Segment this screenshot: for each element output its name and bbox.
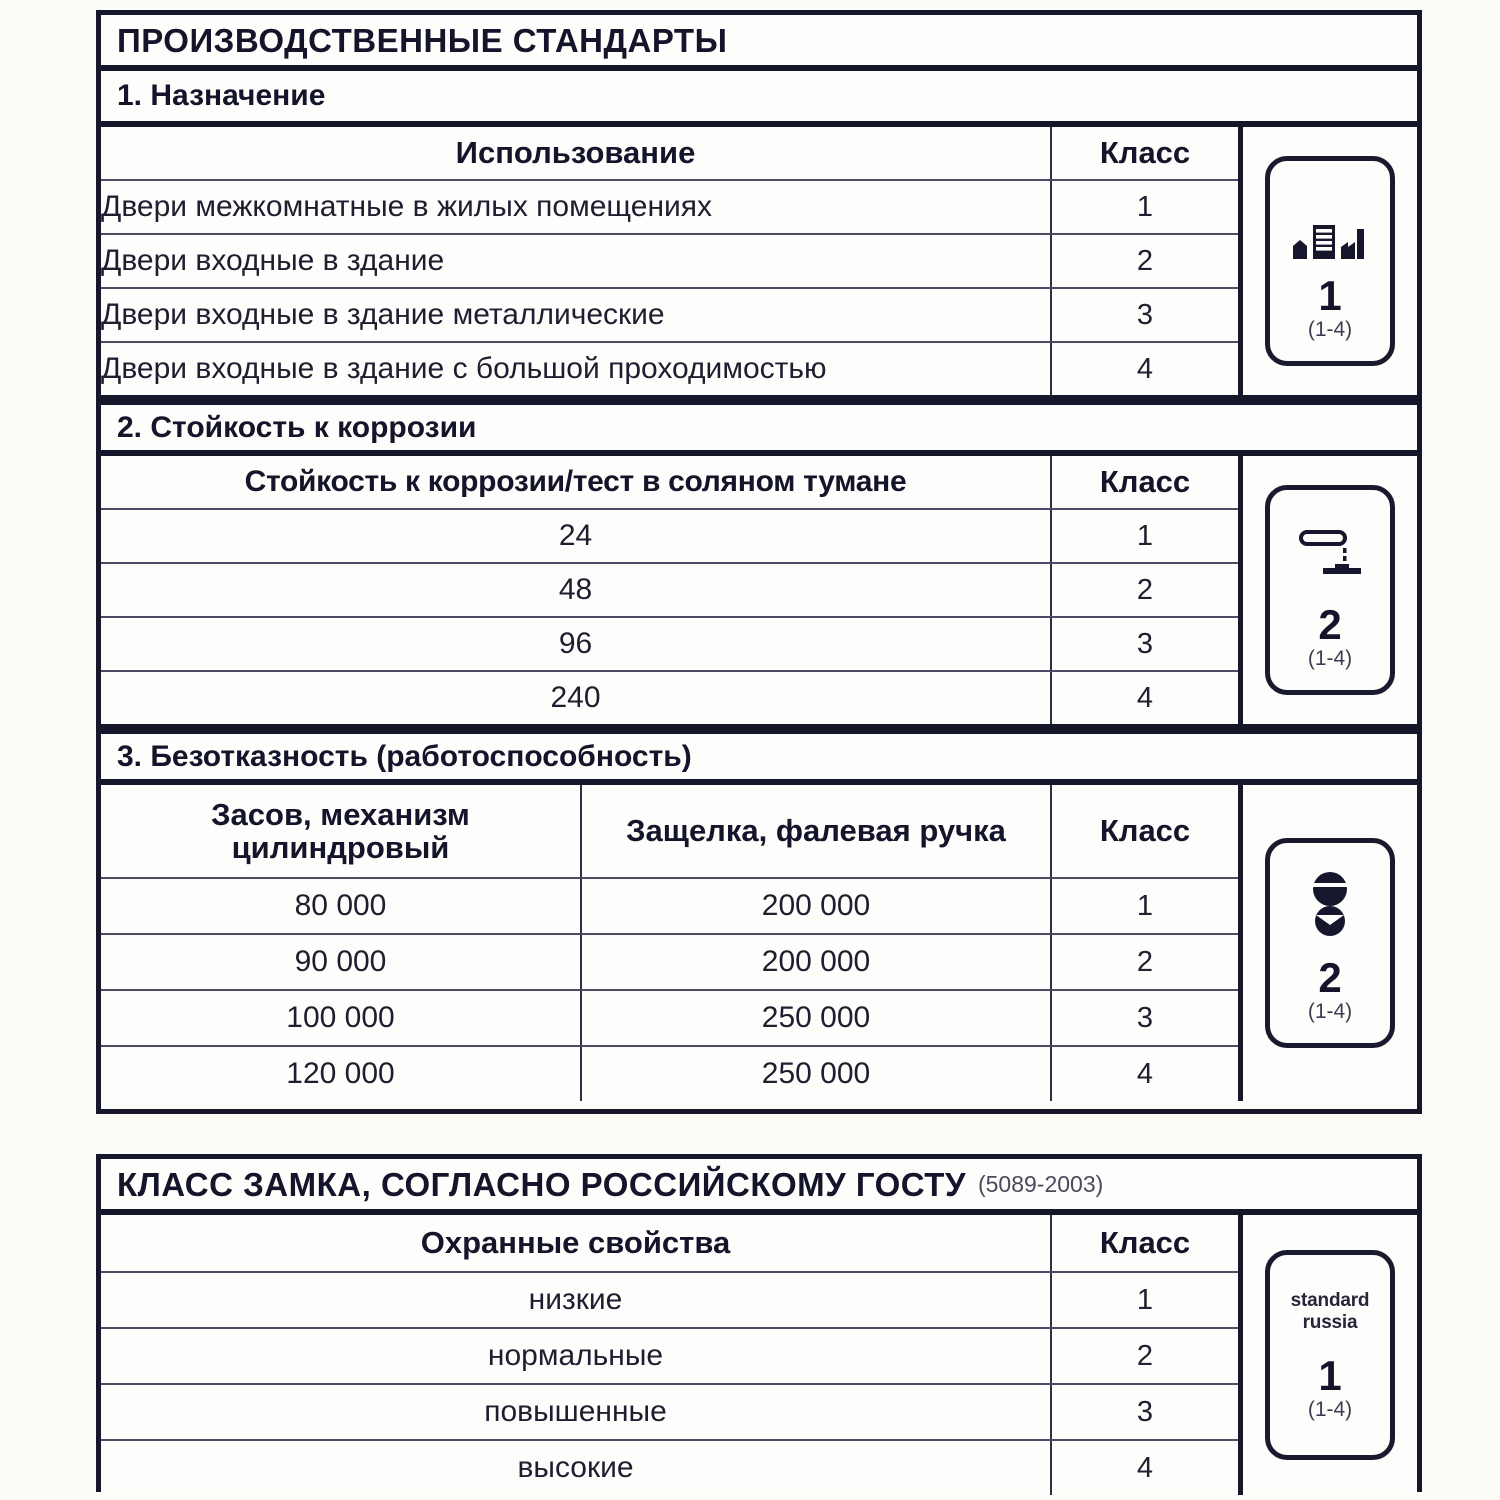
gost-grid xyxy=(101,1215,1417,1495)
cell-class: 2 xyxy=(1051,934,1238,990)
section-2-grid xyxy=(101,456,1417,729)
column-header-class: Класс xyxy=(1051,785,1238,878)
table-row xyxy=(101,1328,1238,1384)
class-badge xyxy=(1265,156,1395,366)
cell-hours: 240 xyxy=(101,671,1051,724)
table-row xyxy=(101,563,1238,617)
gost-title-bar xyxy=(101,1159,1417,1215)
hourglass-icon xyxy=(1305,869,1355,941)
section-3-badge-cell xyxy=(1238,785,1417,1101)
cell-class: 1 xyxy=(1051,1272,1238,1328)
cell-class: 4 xyxy=(1136,1451,1154,1484)
column-header-security-properties: Охранные свойства xyxy=(101,1215,1051,1272)
table-row xyxy=(101,342,1238,395)
column-header-class: Класс xyxy=(1051,456,1238,509)
cell-usage: Двери межкомнатные в жилых помещениях xyxy=(101,180,1051,234)
cell-latch-cycles: 250 000 xyxy=(581,1046,1051,1101)
cell-hours: 24 xyxy=(101,509,1051,563)
cell-usage: Двери входные в здание с большой проходимостью xyxy=(101,342,1051,395)
cell-hours: 96 xyxy=(101,617,1051,671)
badge-class-range: (1-4) xyxy=(1307,1397,1353,1421)
badge-class-range: (1-4) xyxy=(1307,317,1353,341)
badge-class-range: (1-4) xyxy=(1307,646,1353,670)
cell-deadbolt-cycles: 100 000 xyxy=(101,990,581,1046)
column-header-class: Класс xyxy=(1051,1215,1238,1272)
table-row xyxy=(101,934,1238,990)
gost-title: КЛАСС ЗАМКА, СОГЛАСНО РОССИЙСКОМУ ГОСТУ xyxy=(117,1165,966,1203)
column-header-corrosion: Стойкость к коррозии/тест в соляном тумане xyxy=(101,456,1051,509)
gost-title-standard-number: (5089-2003) xyxy=(977,1170,1104,1197)
cell-class: 2 xyxy=(1051,1328,1238,1384)
section-header-1 xyxy=(101,71,1417,127)
table-row xyxy=(101,509,1238,563)
table-row xyxy=(101,671,1238,724)
table-header-row xyxy=(101,127,1238,180)
badge-class-range: (1-4) xyxy=(1307,999,1353,1023)
column-header-latch: Защелка, фалевая ручка xyxy=(581,785,1051,878)
gost-lock-class-table xyxy=(96,1154,1422,1492)
class-badge xyxy=(1265,485,1395,695)
cell-usage: Двери входные в здание металлические xyxy=(101,288,1051,342)
cell-security-property: нормальные xyxy=(101,1328,1051,1384)
class-badge xyxy=(1265,1250,1395,1460)
cell-class: 3 xyxy=(1051,990,1238,1046)
section-3-table xyxy=(101,785,1238,1101)
cell-class: 1 xyxy=(1051,878,1238,934)
badge-word-line2: russia xyxy=(1302,1311,1358,1333)
table-header-row xyxy=(101,456,1238,509)
cell-class: 3 xyxy=(1051,1384,1238,1440)
buildings-skyline-icon xyxy=(1291,187,1369,259)
cell-class: 4 xyxy=(1136,681,1154,714)
section-3-grid xyxy=(101,785,1417,1101)
cell-class: 3 xyxy=(1051,617,1238,671)
column-header-class: Класс xyxy=(1051,127,1238,180)
standards-title-bar xyxy=(101,15,1417,71)
cell-security-property: повышенные xyxy=(101,1384,1051,1440)
cell-deadbolt-cycles: 120 000 xyxy=(101,1046,581,1101)
section-header-3 xyxy=(101,729,1417,785)
cell-class: 2 xyxy=(1051,563,1238,617)
gost-badge-cell xyxy=(1238,1215,1417,1495)
cell-class: 4 xyxy=(1136,352,1154,385)
cell-usage: Двери входные в здание xyxy=(101,234,1051,288)
section-1-grid xyxy=(101,127,1417,400)
section-2-table xyxy=(101,456,1238,724)
section-1-badge-cell xyxy=(1238,127,1417,395)
section-2-label: 2. Стойкость к коррозии xyxy=(117,410,477,444)
cell-latch-cycles: 200 000 xyxy=(581,934,1051,990)
column-header-usage: Использование xyxy=(101,127,1051,180)
table-row xyxy=(101,234,1238,288)
corrosion-drip-icon xyxy=(1297,516,1363,588)
table-row xyxy=(101,878,1238,934)
cell-class: 4 xyxy=(1136,1057,1154,1090)
cell-latch-cycles: 250 000 xyxy=(581,990,1051,1046)
cell-deadbolt-cycles: 80 000 xyxy=(101,878,581,934)
section-2-badge-cell xyxy=(1238,456,1417,724)
table-row xyxy=(101,617,1238,671)
badge-class-value: 2 xyxy=(1318,953,1342,1001)
table-row xyxy=(101,1384,1238,1440)
production-standards-table xyxy=(96,10,1422,1114)
gost-table xyxy=(101,1215,1238,1495)
table-row xyxy=(101,180,1238,234)
table-row xyxy=(101,1440,1238,1495)
cell-security-property: низкие xyxy=(101,1272,1051,1328)
table-header-row xyxy=(101,1215,1238,1272)
badge-word-line1: standard xyxy=(1290,1290,1370,1312)
cell-deadbolt-cycles: 90 000 xyxy=(101,934,581,990)
column-header-deadbolt: Засов, механизм цилиндровый xyxy=(101,785,581,878)
cell-class: 1 xyxy=(1051,180,1238,234)
cell-class: 1 xyxy=(1051,509,1238,563)
section-1-label: 1. Назначение xyxy=(117,79,326,112)
section-3-label: 3. Безотказность (работоспособность) xyxy=(117,739,692,773)
cell-hours: 48 xyxy=(101,563,1051,617)
cell-latch-cycles: 200 000 xyxy=(581,878,1051,934)
table-row xyxy=(101,1272,1238,1328)
badge-class-value: 1 xyxy=(1318,1351,1342,1399)
standards-title: ПРОИЗВОДСТВЕННЫЕ СТАНДАРТЫ xyxy=(117,21,728,59)
table-row xyxy=(101,990,1238,1046)
badge-class-value: 1 xyxy=(1318,271,1342,319)
cell-class: 2 xyxy=(1051,234,1238,288)
section-1-table xyxy=(101,127,1238,395)
table-row xyxy=(101,1046,1238,1101)
badge-class-value: 2 xyxy=(1318,600,1342,648)
standard-russia-text-icon xyxy=(1291,1290,1370,1333)
class-badge xyxy=(1265,838,1395,1048)
cell-security-property: высокие xyxy=(101,1440,1051,1495)
table-header-row xyxy=(101,785,1238,878)
table-row xyxy=(101,288,1238,342)
cell-class: 3 xyxy=(1051,288,1238,342)
section-header-2 xyxy=(101,400,1417,456)
